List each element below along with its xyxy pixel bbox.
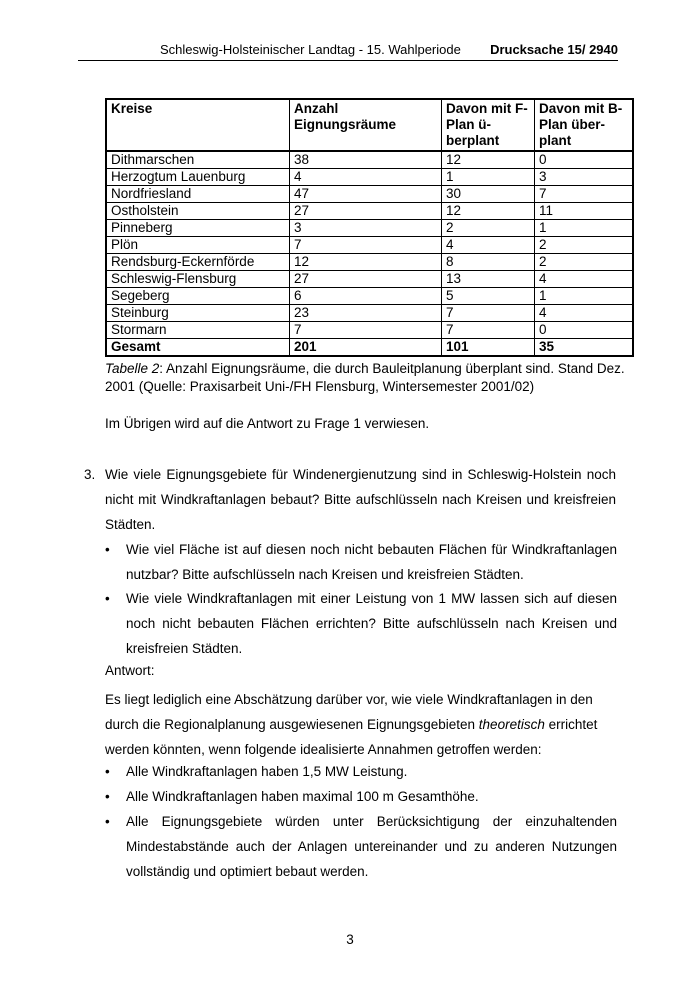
table-header-row xyxy=(106,99,633,151)
cell-kreis: Segeberg xyxy=(106,288,290,305)
table-caption xyxy=(105,360,625,396)
cell-anzahl: 4 xyxy=(290,169,442,186)
question-3 xyxy=(84,462,616,537)
table-row xyxy=(106,254,633,271)
cell-f-plan: 5 xyxy=(442,288,535,305)
cell-f-plan: 12 xyxy=(442,151,535,169)
cell-b-plan: 11 xyxy=(535,203,634,220)
question-text: Wie viele Eignungsgebiete für Windenergienutzung sind in Schleswig-Holstein noch nicht mit Windkraftanlagen bebaut? Bitte aufschlüsseln nach Kreisen und kreisfreien Städten. xyxy=(105,467,616,532)
cell-kreis: Steinburg xyxy=(106,305,290,322)
cell-f-plan: 1 xyxy=(442,169,535,186)
cell-total-f-plan: 101 xyxy=(442,339,535,357)
cell-kreis: Plön xyxy=(106,237,290,254)
cell-b-plan: 1 xyxy=(535,220,634,237)
bullet-icon: • xyxy=(105,591,110,606)
cell-kreis: Herzogtum Lauenburg xyxy=(106,169,290,186)
cell-b-plan: 2 xyxy=(535,237,634,254)
assumption-text: Alle Windkraftanlagen haben maximal 100 m Gesamthöhe. xyxy=(126,789,479,804)
table-row xyxy=(106,169,633,186)
cell-anzahl: 27 xyxy=(290,203,442,220)
bullet-icon: • xyxy=(105,814,110,829)
cell-f-plan: 13 xyxy=(442,271,535,288)
cell-anzahl: 3 xyxy=(290,220,442,237)
question-bullet xyxy=(105,586,617,661)
header-document-number: Drucksache 15/ 2940 xyxy=(490,42,618,57)
cell-f-plan: 12 xyxy=(442,203,535,220)
table-row xyxy=(106,220,633,237)
table-row xyxy=(106,305,633,322)
cell-anzahl: 23 xyxy=(290,305,442,322)
cell-b-plan: 4 xyxy=(535,271,634,288)
cell-anzahl: 47 xyxy=(290,186,442,203)
column-header-kreise: Kreise xyxy=(106,99,290,151)
cell-f-plan: 2 xyxy=(442,220,535,237)
cell-b-plan: 0 xyxy=(535,151,634,169)
cell-b-plan: 1 xyxy=(535,288,634,305)
cell-kreis: Stormarn xyxy=(106,322,290,339)
column-header-f-plan: Davon mit F-Plan ü-berplant xyxy=(442,99,535,151)
cell-f-plan: 4 xyxy=(442,237,535,254)
eignungsraeume-table xyxy=(105,98,634,357)
answer-text-before: Es liegt lediglich eine Abschätzung darüber vor, wie viele Windkraftanlagen in den durch die Regionalplanung ausgewiesenen Eignungsgebieten xyxy=(105,692,593,732)
assumption-bullet xyxy=(105,784,617,809)
cell-kreis: Schleswig-Flensburg xyxy=(106,271,290,288)
cell-b-plan: 7 xyxy=(535,186,634,203)
header-title: Schleswig-Holsteinischer Landtag - 15. Wahlperiode xyxy=(160,42,461,57)
cell-kreis: Nordfriesland xyxy=(106,186,290,203)
question-bullet xyxy=(105,537,617,587)
cell-f-plan: 30 xyxy=(442,186,535,203)
bullet-icon: • xyxy=(105,764,110,779)
answer-label: Antwort: xyxy=(105,663,155,678)
cell-f-plan: 8 xyxy=(442,254,535,271)
table-row xyxy=(106,271,633,288)
table-row xyxy=(106,151,633,169)
assumption-text: Alle Windkraftanlagen haben 1,5 MW Leistung. xyxy=(126,764,408,779)
cell-b-plan: 2 xyxy=(535,254,634,271)
table-row xyxy=(106,203,633,220)
cell-kreis: Rendsburg-Eckernförde xyxy=(106,254,290,271)
cell-total-label: Gesamt xyxy=(106,339,290,357)
answer-paragraph xyxy=(105,687,617,762)
table-row xyxy=(106,237,633,254)
cell-anzahl: 7 xyxy=(290,322,442,339)
cell-anzahl: 38 xyxy=(290,151,442,169)
cell-kreis: Pinneberg xyxy=(106,220,290,237)
column-header-b-plan: Davon mit B-Plan über-plant xyxy=(535,99,634,151)
table-row xyxy=(106,288,633,305)
cell-b-plan: 4 xyxy=(535,305,634,322)
question-bullet-text: Wie viel Fläche ist auf diesen noch nicht bebauten Flächen für Windkraftanlagen nutzbar? Bitte aufschlüsseln nach Kreisen und kreisfreien Städten. xyxy=(126,542,617,582)
cell-f-plan: 7 xyxy=(442,305,535,322)
cell-total-b-plan: 35 xyxy=(535,339,634,357)
cell-kreis: Dithmarschen xyxy=(106,151,290,169)
cell-total-anzahl: 201 xyxy=(290,339,442,357)
page-header xyxy=(78,40,618,61)
answer-text-after: errichtet werden könnten, wenn folgende idealisierte Annahmen getroffen werden: xyxy=(105,717,598,757)
answer-emphasis: theoretisch xyxy=(478,717,545,732)
cell-anzahl: 27 xyxy=(290,271,442,288)
question-bullet-text: Wie viele Windkraftanlagen mit einer Leistung von 1 MW lassen sich auf diesen noch nicht bebauten Flächen errichten? Bitte aufschlüsseln nach Kreisen und kreisfreien Städten. xyxy=(126,591,617,656)
cell-anzahl: 7 xyxy=(290,237,442,254)
table-row xyxy=(106,186,633,203)
cell-f-plan: 7 xyxy=(442,322,535,339)
caption-label: Tabelle 2 xyxy=(105,361,160,376)
cell-kreis: Ostholstein xyxy=(106,203,290,220)
table-total-row xyxy=(106,339,633,357)
assumption-bullet xyxy=(105,759,617,784)
cell-b-plan: 0 xyxy=(535,322,634,339)
column-header-anzahl: Anzahl Eignungsräume xyxy=(290,99,442,151)
cell-b-plan: 3 xyxy=(535,169,634,186)
caption-text: : Anzahl Eignungsräume, die durch Bauleitplanung überplant sind. Stand Dez. 2001 (Quelle: Praxisarbeit Uni-/FH Flensburg, Wintersemester 2001/02) xyxy=(105,361,625,394)
bullet-icon: • xyxy=(105,542,110,557)
reference-paragraph: Im Übrigen wird auf die Antwort zu Frage 1 verwiesen. xyxy=(105,416,430,431)
question-number: 3. xyxy=(84,467,96,482)
cell-anzahl: 6 xyxy=(290,288,442,305)
cell-anzahl: 12 xyxy=(290,254,442,271)
assumption-text: Alle Eignungsgebiete würden unter Berücksichtigung der einzuhaltenden Mindestabstände auch der Anlagen untereinander und zu anderen Nutzungen vollständig und optimiert bebaut werden. xyxy=(126,814,617,879)
bullet-icon: • xyxy=(105,789,110,804)
page-number: 3 xyxy=(346,932,354,947)
assumption-bullet xyxy=(105,809,617,884)
table-row xyxy=(106,322,633,339)
